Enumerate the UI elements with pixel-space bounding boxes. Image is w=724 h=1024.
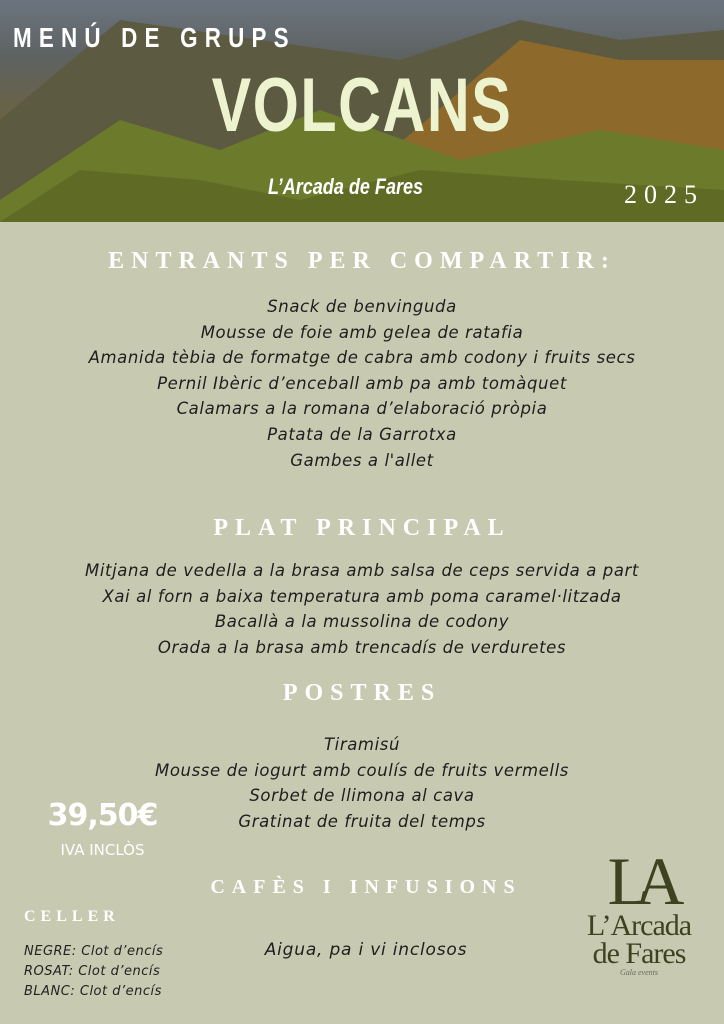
celler-title: CELLER: [24, 908, 120, 925]
price-value: 39,50€: [47, 798, 158, 833]
restaurant-logo: [576, 843, 702, 977]
list-item: Gratinat de fruita del temps: [238, 811, 486, 831]
plat-principal-list: [0, 558, 724, 660]
celler-list: [24, 942, 163, 1002]
list-item: Calamars a la romana d’elaboració pròpia: [176, 399, 548, 419]
wine-item: ROSAT: Clot d’encís: [24, 964, 161, 979]
logo-monogram: LA: [607, 843, 671, 919]
section-title-entrants: ENTRANTS PER COMPARTIR:: [108, 248, 616, 274]
list-item: Mousse de foie amb gelea de ratafia: [200, 322, 524, 342]
list-item: Patata de la Garrotxa: [267, 424, 457, 444]
year: 2025: [624, 180, 704, 209]
section-title-plat-principal: PLAT PRINCIPAL: [213, 515, 511, 541]
list-item: Orada a la brasa amb trencadís de verduretes: [157, 637, 567, 657]
hero-banner: [0, 0, 724, 222]
list-item: Gambes a l'allet: [290, 450, 434, 470]
brand-name: L’Arcada de Fares: [268, 174, 424, 199]
list-item: Snack de benvinguda: [267, 297, 457, 316]
wine-item: BLANC: Clot d’encís: [24, 984, 162, 999]
list-item: Mitjana de vedella a la brasa amb salsa de ceps servida a part: [84, 561, 639, 580]
list-item: Bacallà a la mussolina de codony: [214, 612, 510, 632]
logo-tagline: Gala events: [620, 968, 658, 977]
menu-subtitle: MENÚ DE GRUPS: [13, 22, 296, 53]
logo-name-1: L’Arcada: [586, 909, 692, 942]
entrants-list: [0, 294, 724, 473]
price-note: IVA INCLÒS: [60, 841, 145, 859]
section-title-postres: POSTRES: [282, 680, 442, 706]
list-item: Sorbet de llimona al cava: [249, 786, 475, 806]
list-item: Amanida tèbia de formatge de cabra amb codony i fruits secs: [88, 348, 636, 368]
price-block: [30, 798, 175, 859]
section-title-cafes: CAFÈS I INFUSIONS: [210, 876, 522, 898]
included-note: Aigua, pa i vi inclosos: [264, 940, 468, 960]
menu-title: VOLCANS: [211, 63, 513, 148]
list-item: Pernil Ibèric d’enceball amb pa amb tomàquet: [157, 373, 567, 393]
list-item: Xai al forn a baixa temperatura amb poma caramel·litzada: [102, 586, 622, 606]
logo-name-2: de Fares: [592, 937, 686, 970]
wine-item: NEGRE: Clot d’encís: [24, 944, 164, 959]
list-item: Tiramisú: [323, 735, 401, 754]
list-item: Mousse de iogurt amb coulís de fruits vermells: [155, 760, 569, 780]
